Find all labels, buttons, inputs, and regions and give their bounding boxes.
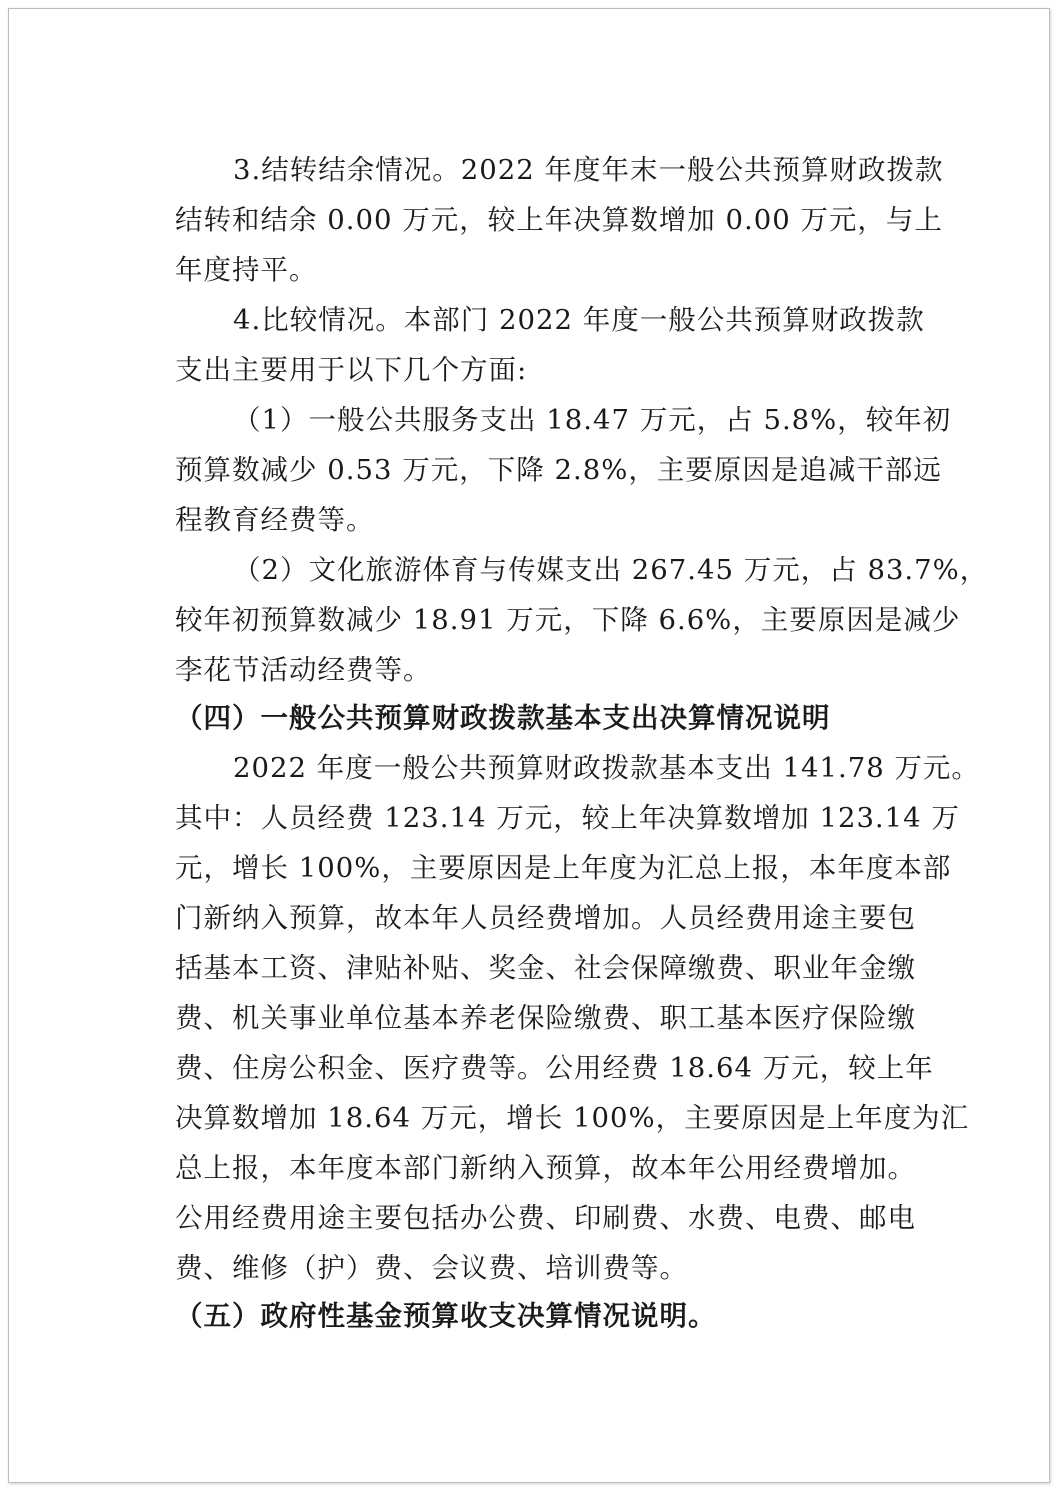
paragraph-basic-expenditure-line-4: 门新纳入预算，故本年人员经费增加。人员经费用途主要包 — [175, 902, 916, 934]
item-general-services-line-2: 预算数减少 0.53 万元，下降 2.8%，主要原因是追减干部远 — [175, 454, 942, 486]
item-culture-tourism-line-1: （2）文化旅游体育与传媒支出 267.45 万元，占 83.7%， — [233, 554, 989, 586]
paragraph-carryover-line-1: 3.结转结余情况。2022 年度年末一般公共预算财政拨款 — [233, 154, 944, 186]
paragraph-basic-expenditure-line-8: 决算数增加 18.64 万元，增长 100%，主要原因是上年度为汇 — [175, 1102, 970, 1134]
section-heading-basic-expenditure: （四）一般公共预算财政拨款基本支出决算情况说明 — [175, 702, 831, 734]
paragraph-basic-expenditure-line-7: 费、住房公积金、医疗费等。公用经费 18.64 万元，较上年 — [175, 1052, 934, 1084]
section-heading-government-fund: （五）政府性基金预算收支决算情况说明。 — [175, 1300, 717, 1332]
paragraph-comparison-line-2: 支出主要用于以下几个方面: — [175, 354, 528, 386]
paragraph-comparison-line-1: 4.比较情况。本部门 2022 年度一般公共预算财政拨款 — [233, 304, 925, 336]
paragraph-carryover-line-3: 年度持平。 — [175, 254, 318, 286]
paragraph-basic-expenditure-line-3: 元，增长 100%，主要原因是上年度为汇总上报，本年度本部 — [175, 852, 952, 884]
paragraph-basic-expenditure-line-11: 费、维修（护）费、会议费、培训费等。 — [175, 1252, 688, 1284]
paragraph-basic-expenditure-line-10: 公用经费用途主要包括办公费、印刷费、水费、电费、邮电 — [175, 1202, 916, 1234]
item-general-services-line-3: 程教育经费等。 — [175, 504, 375, 536]
paragraph-basic-expenditure-line-1: 2022 年度一般公共预算财政拨款基本支出 141.78 万元。 — [233, 752, 980, 784]
paragraph-basic-expenditure-line-6: 费、机关事业单位基本养老保险缴费、职工基本医疗保险缴 — [175, 1002, 916, 1034]
item-culture-tourism-line-2: 较年初预算数减少 18.91 万元，下降 6.6%，主要原因是减少 — [175, 604, 961, 636]
item-general-services-line-1: （1）一般公共服务支出 18.47 万元，占 5.8%，较年初 — [233, 404, 952, 436]
paragraph-basic-expenditure-line-2: 其中：人员经费 123.14 万元，较上年决算数增加 123.14 万 — [175, 802, 960, 834]
paragraph-carryover-line-2: 结转和结余 0.00 万元，较上年决算数增加 0.00 万元，与上 — [175, 204, 943, 236]
paragraph-basic-expenditure-line-9: 总上报，本年度本部门新纳入预算，故本年公用经费增加。 — [175, 1152, 916, 1184]
paragraph-basic-expenditure-line-5: 括基本工资、津贴补贴、奖金、社会保障缴费、职业年金缴 — [175, 952, 916, 984]
document-page — [8, 8, 1050, 1483]
item-culture-tourism-line-3: 李花节活动经费等。 — [175, 654, 432, 686]
